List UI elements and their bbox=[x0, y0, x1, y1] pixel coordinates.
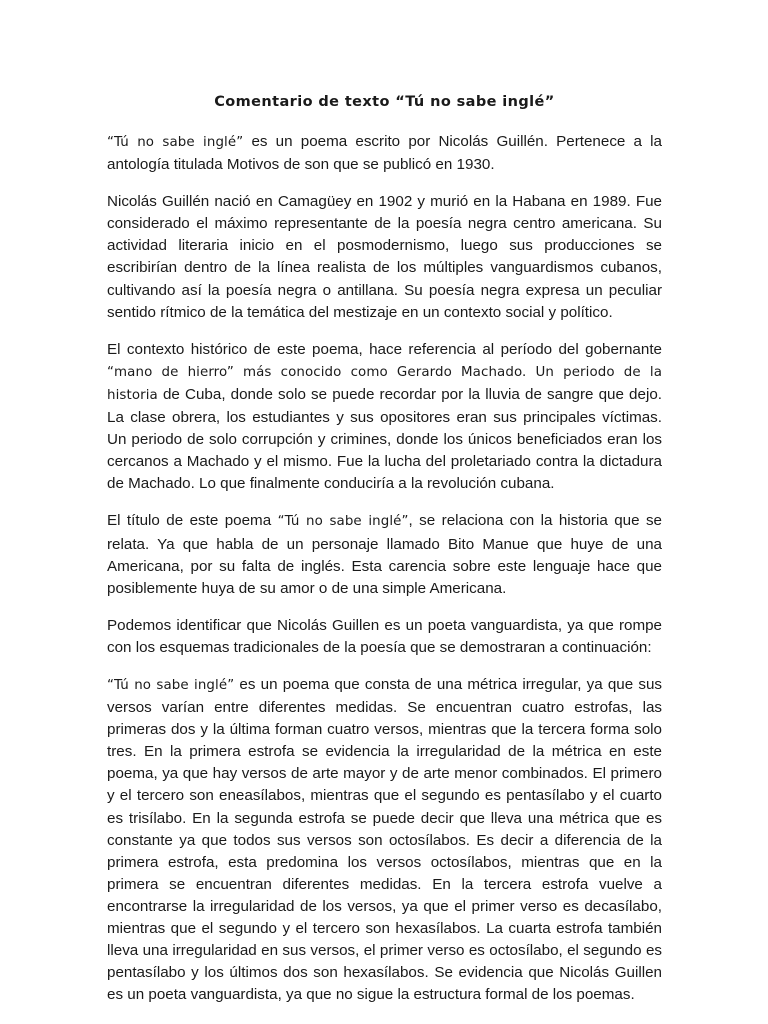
paragraph-text: es un poema escrito por Nicolás Guillén. Pertenece a la antología titulada Motivos de son que se publicó en 1930. bbox=[107, 133, 663, 174]
poem-title-quote: “Tú no sabe inglé” bbox=[107, 677, 235, 693]
paragraph-text: , se relaciona con la historia que se relata. Ya que habla de un personaje llamado Bito Manue que huye de una Americana, por su falta de inglés. Esta carencia sobre este lenguaje hace que posiblemente huya de su amor o de una simple Americana. bbox=[107, 512, 663, 597]
paragraph-biography bbox=[107, 191, 662, 324]
paragraph-historical-context bbox=[107, 339, 662, 496]
poem-title-quote: “Tú no sabe inglé” bbox=[107, 135, 244, 150]
paragraph-vanguard bbox=[107, 615, 662, 659]
paragraph-metric-analysis bbox=[107, 674, 662, 1006]
paragraph-title-meaning bbox=[107, 510, 662, 599]
paragraph-intro bbox=[107, 131, 662, 176]
paragraph-text: El título de este poema bbox=[107, 512, 278, 530]
paragraph-text: El contexto histórico de este poema, hace referencia al período del gobernante bbox=[107, 340, 662, 358]
document-title: Comentario de texto “Tú no sabe inglé” bbox=[214, 94, 555, 110]
paragraph-text: es un poema que consta de una métrica irregular, ya que sus versos varían entre diferentes medidas. Se encuentran cuatro estrofas, las primeras dos y la última forman cuatro versos, mientras que la tercera forma solo tres. En la primera estrofa se evidencia la irregularidad de la métrica en este poema, ya que hay versos de arte mayor y de arte menor combinados. El primero y el tercero son eneasílabos, mientras que el segundo es pentasílabo y el cuarto es trisílabo. En la segunda estrofa se puede decir que lleva una métrica que es constante ya que todos sus versos son octosílabos. Es decir a diferencia de la primera estrofa, esta predomina los versos octosílabos, mientras que en la primera se encuentran diferentes medidas. En la tercera estrofa vuelve a encontrarse la irregularidad de los versos, ya que el primer verso es decasílabo, mientras que el segundo y el tercero son hexasílabos. La cuarta estrofa también lleva una irregularidad en sus versos, el primer verso es octosílabo, el segundo es pentasílabo y los últimos dos son hexasílabos. Se evidencia que Nicolás Guillen es un poeta vanguardista, ya que no sigue la estructura formal de los poemas. bbox=[107, 675, 663, 1004]
quoted-phrase: “mano de hierro” más conocido como Gerardo Machado. Un periodo de la historia bbox=[107, 364, 662, 403]
paragraph-text: Podemos identificar que Nicolás Guillen es un poeta vanguardista, ya que rompe con los esquemas tradicionales de la poesía que se demostraran a continuación: bbox=[107, 616, 662, 656]
paragraph-text: de Cuba, donde solo se puede recordar por la lluvia de sangre que dejo. La clase obrera, los estudiantes y sus opositores eran sus principales víctimas. Un periodo de solo corrupción y crimines, donde los únicos beneficiados eran los cercanos a Machado y el mismo. Fue la lucha del proletariado contra la dictadura de Machado. Lo que finalmente conduciría a la revolución cubana. bbox=[107, 385, 662, 493]
paragraph-text: Nicolás Guillén nació en Camagüey en 1902 y murió en la Habana en 1989. Fue considerado el máximo representante de la poesía negra centro americana. Su actividad literaria inicio en el posmodernismo, luego sus producciones se escribirían dentro de la línea realista de los múltiples vanguardismos cubanos, cultivando así la poesía negra o antillana. Su poesía negra expresa un peculiar sentido rítmico de la temática del mestizaje en un contexto social y político. bbox=[107, 193, 662, 321]
poem-title-quote: “Tú no sabe inglé” bbox=[277, 514, 409, 530]
